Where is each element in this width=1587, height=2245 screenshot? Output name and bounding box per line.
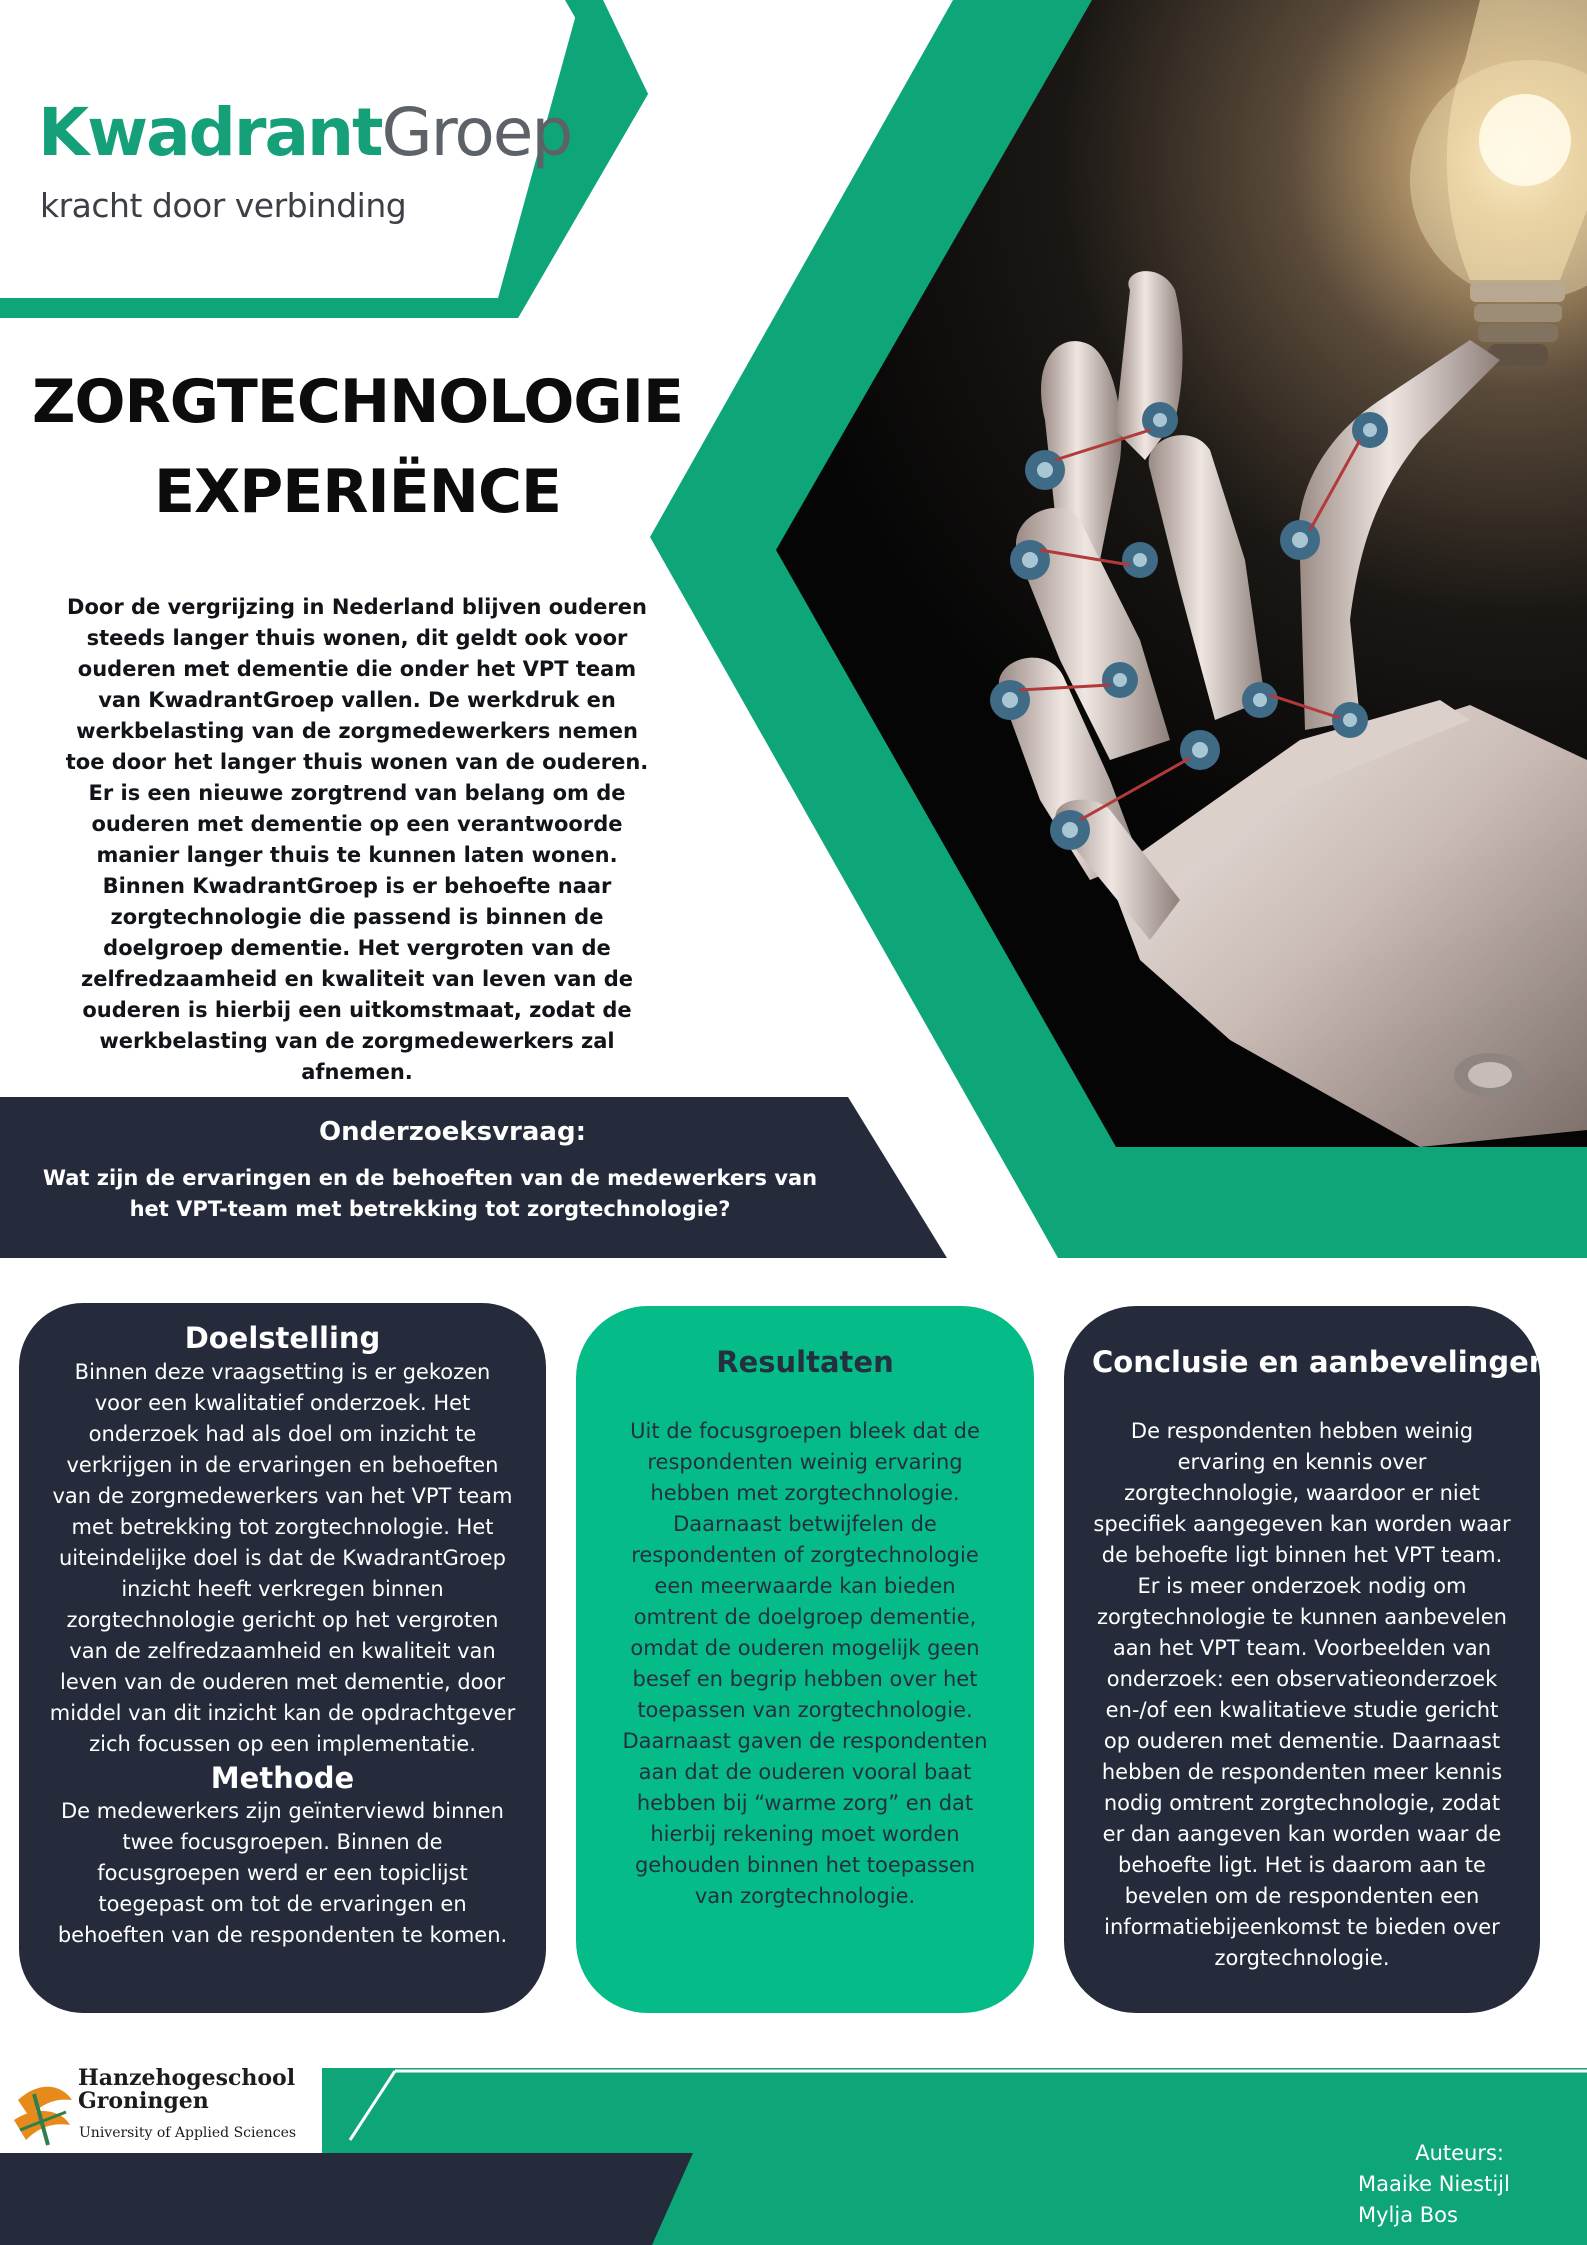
methode-heading: Methode (210, 1761, 355, 1795)
resultaten-text: Uit de focusgroepen bleek dat de respondenten weinig ervaring hebben met zorgtechnologie. Daarnaast betwijfelen de respondenten of zorgtechnologie een meerwaarde kan bieden omtrent de doelgroep dementie, omdat de ouderen mogelijk geen besef en begrip hebben over het toepassen van zorgtechnologie. Daarnaast gaven de respondenten aan dat de ouderen vooral baat hebben bij “warme zorg” en dat hierbij rekening moet worden gehouden binnen het toepassen van zorgtechnologie. (622, 1419, 988, 1908)
logo-name-part1: Kwadrant (38, 94, 382, 171)
resultaten-heading: Resultaten (716, 1345, 894, 1379)
conclusie-heading: Conclusie en aanbevelingen: (1092, 1345, 1561, 1379)
authors-label: Auteurs: (1415, 2141, 1504, 2165)
hanze-name-line1: Hanzehogeschool (78, 2065, 296, 2091)
logo-name-part2: Groep (381, 94, 572, 171)
hanze-name (78, 2067, 295, 2113)
hanze-name-line2: Groningen (78, 2088, 209, 2114)
conclusie-text: De respondenten hebben weinig ervaring en kennis over zorgtechnologie, waardoor er niet specifiek aangegeven kan worden waar de behoefte ligt binnen het VPT team. Er is meer onderzoek nodig om zorgtechnologie te kunnen aanbevelen aan het VPT team. Voorbeelden van onderzoek: een observatieonderzoek en-/of een kwalitatieve studie gericht op ouderen met dementie. Daarnaast hebben de respondenten meer kennis nodig omtrent zorgtechnologie, zodat er dan aangeven kan worden waar de behoefte ligt. Het is daarom aan te bevelen om de respondenten een informatiebijeenkomst te bieden over zorgtechnologie. (1093, 1419, 1511, 1970)
logo-tagline: kracht door verbinding (40, 186, 407, 225)
kwadrantgroep-logo (38, 94, 572, 171)
doelstelling-card (19, 1303, 546, 2013)
conclusie-card (1064, 1306, 1561, 2013)
methode-text: De medewerkers zijn geïnterviewd binnen twee focusgroepen. Binnen de focusgroepen werd er een topiclijst toegepast om tot de ervaringen en behoeften van de respondenten te komen. (57, 1799, 508, 1947)
poster-title-line2: EXPERIËNCE (154, 457, 561, 527)
doelstelling-heading: Doelstelling (184, 1321, 381, 1355)
hanze-subtitle: University of Applied Sciences (79, 2125, 297, 2141)
author-name: Mylja Bos (1358, 2203, 1458, 2227)
intro-paragraph: Door de vergrijzing in Nederland blijven ouderen steeds langer thuis wonen, dit geldt ook voor ouderen met dementie die onder het VPT team van KwadrantGroep vallen. De werkdruk en werkbelasting van de zorgmedewerkers nemen toe door het langer thuis wonen van de ouderen. Er is een nieuwe zorgtrend van belang om de ouderen met dementie op een verantwoorde manier langer thuis te kunnen laten wonen. Binnen KwadrantGroep is er behoefte naar zorgtechnologie die passend is binnen de doelgroep dementie. Het vergroten van de zelfredzaamheid en kwaliteit van leven van de ouderen is hierbij een uitkomstmaat, zodat de werkbelasting van de zorgmedewerkers zal afnemen. (65, 595, 649, 1084)
research-question-text: Wat zijn de ervaringen en de behoeften van de medewerkers van het VPT-team met betrekking tot zorgtechnologie? (42, 1166, 818, 1221)
resultaten-card (576, 1306, 1034, 2013)
poster-title-line1: ZORGTECHNOLOGIE (32, 367, 683, 437)
research-question-label: Onderzoeksvraag: (319, 1117, 586, 1147)
author-name: Maaike Niestijl (1358, 2172, 1510, 2196)
doelstelling-text: Binnen deze vraagsetting is er gekozen voor een kwalitatief onderzoek. Het onderzoek had als doel om inzicht te verkrijgen in de ervaringen en behoeften van de zorgmedewerkers van het VPT team met betrekking tot zorgtechnologie. Het uiteindelijke doel is dat de KwadrantGroep inzicht heeft verkregen binnen zorgtechnologie gericht op het vergroten van de zelfredzaamheid en kwaliteit van leven van de ouderen met dementie, door middel van dit inzicht kan de opdrachtgever zich focussen op een implementatie. (49, 1360, 516, 1756)
